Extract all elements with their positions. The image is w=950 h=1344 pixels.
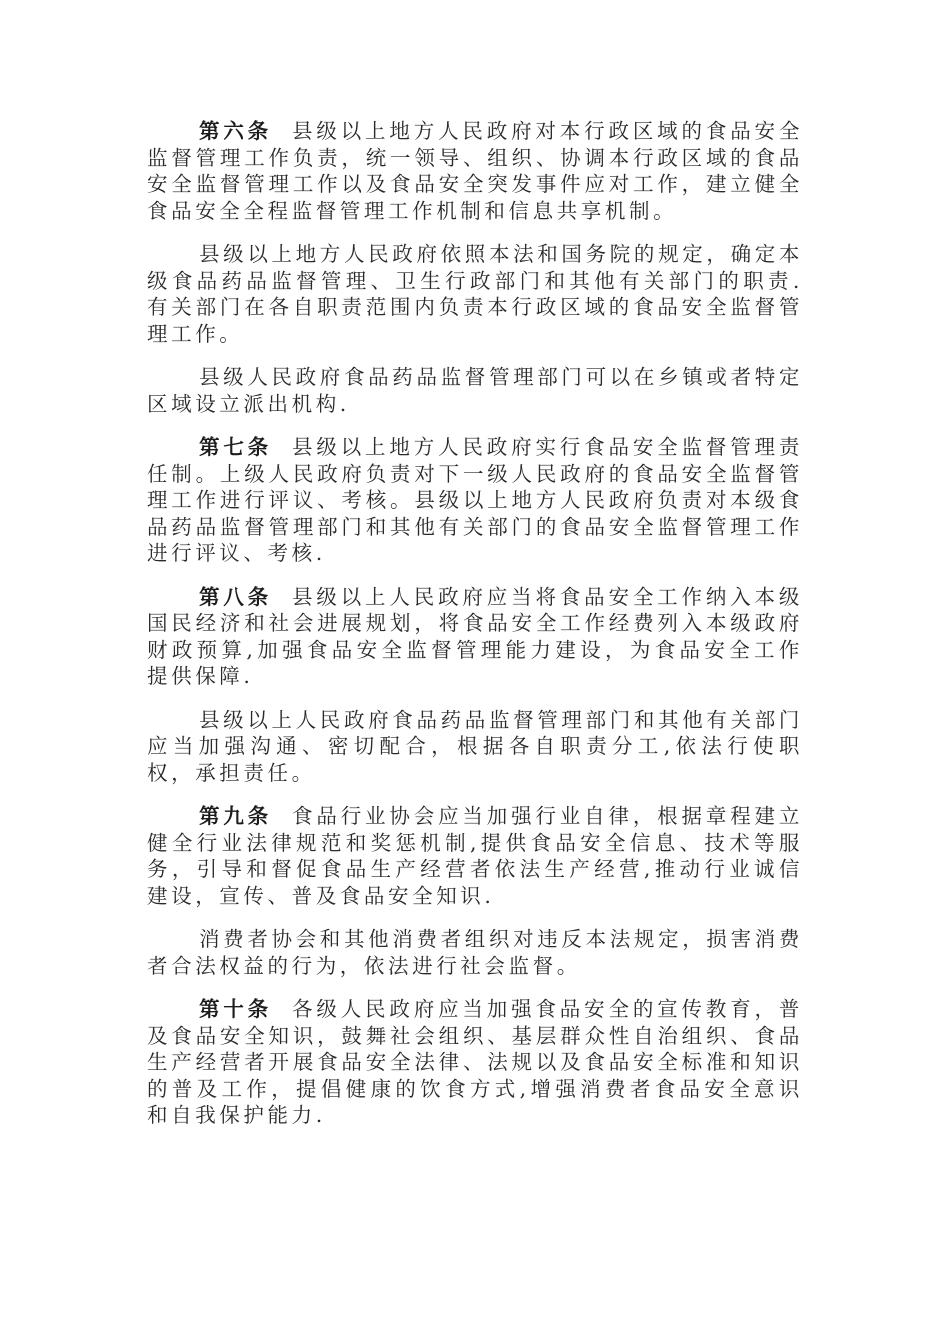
paragraph-text: 县级以上地方人民政府依照本法和国务院的规定，确定本级食品药品监督管理、卫生行政部门和其他有关部门的职责.有关部门在各自职责范围内负责本行政区域的食品安全监督管理工作。 [147,242,803,346]
paragraph [147,241,803,347]
paragraph [147,707,803,787]
article-heading: 第九条 [199,804,273,828]
article-heading: 第七条 [199,435,273,459]
paragraph-article-7 [147,434,803,567]
paragraph-text: 县级以上地方人民政府实行食品安全监督管理责任制。上级人民政府负责对下一级人民政府的食品安全监督管理工作进行评议、考核。县级以上地方人民政府负责对本级食品药品监督管理部门和其他有关部门的食品安全监督管理工作进行评议、考核. [147,435,803,565]
paragraph-article-9 [147,803,803,909]
paragraph-text: 消费者协会和其他消费者组织对违反本法规定，损害消费者合法权益的行为，依法进行社会监督。 [147,927,803,978]
paragraph-text: 食品行业协会应当加强行业自律，根据章程建立健全行业法律规范和奖惩机制,提供食品安全信息、技术等服务，引导和督促食品生产经营者依法生产经营,推动行业诚信建设，宣传、普及食品安全知识. [147,804,803,908]
paragraph-article-8 [147,584,803,690]
paragraph [147,926,803,979]
article-heading: 第六条 [199,119,273,143]
paragraph-text: 各级人民政府应当加强食品安全的宣传教育，普及食品安全知识，鼓舞社会组织、基层群众性自治组织、食品生产经营者开展食品安全法律、法规以及食品安全标准和知识的普及工作，提倡健康的饮食方式,增强消费者食品安全意识和自我保护能力. [147,997,803,1127]
paragraph-article-10 [147,996,803,1129]
paragraph-text: 县级以上人民政府食品药品监督管理部门和其他有关部门应当加强沟通、密切配合，根据各自职责分工,依法行使职权，承担责任。 [147,707,803,785]
paragraph-text: 县级人民政府食品药品监督管理部门可以在乡镇或者特定区域设立派出机构. [147,365,803,416]
article-heading: 第八条 [199,584,273,609]
paragraph-text: 县级以上地方人民政府对本行政区域的食品安全监督管理工作负责，统一领导、组织、协调本行政区域的食品安全监督管理工作以及食品安全突发事件应对工作，建立健全食品安全全程监督管理工作机制和信息共享机制。 [147,119,803,223]
paragraph-article-6 [147,118,803,224]
paragraph [147,364,803,417]
paragraph-text: 县级以上人民政府应当将食品安全工作纳入本级国民经济和社会进展规划，将食品安全工作经费列入本级政府财政预算,加强食品安全监督管理能力建设，为食品安全工作提供保障. [147,584,803,688]
article-heading: 第十条 [199,997,273,1021]
document-body [147,118,803,1146]
